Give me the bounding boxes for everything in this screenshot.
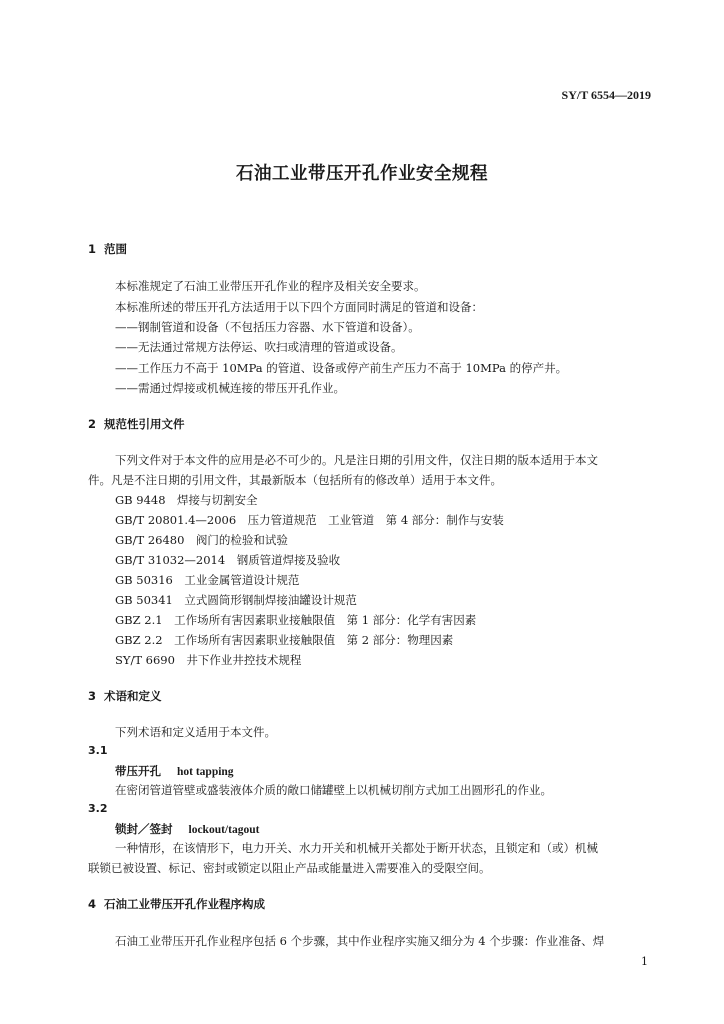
section-number: 2: [88, 417, 97, 431]
list-item: ——无法通过常规方法停运、吹扫或清理的管道或设备。: [115, 340, 403, 354]
reference-item: GB 50316 工业金属管道设计规范: [115, 573, 300, 587]
section-number: 3: [88, 689, 97, 703]
section-title: 术语和定义: [104, 689, 162, 703]
term-number: 3.2: [88, 802, 108, 815]
list-item: ——工作压力不高于 10MPa 的管道、设备或停产前生产压力不高于 10MPa 的停产井。: [115, 361, 568, 375]
term-entry: [115, 763, 234, 779]
term-definition: 联锁已被设置、标记、密封或锁定以阻止产品或能量进入需要准入的受限空间。: [88, 861, 491, 875]
section-heading: [88, 416, 185, 432]
term-chinese: 带压开孔: [115, 764, 161, 778]
reference-item: GBZ 2.1 工作场所有害因素职业接触限值 第 1 部分：化学有害因素: [115, 613, 477, 627]
term-english: lockout/tagout: [188, 824, 260, 836]
reference-item: GB/T 20801.4—2006 压力管道规范 工业管道 第 4 部分：制作与安装: [115, 513, 504, 527]
paragraph-line: 本标准所述的带压开孔方法适用于以下四个方面同时满足的管道和设备：: [115, 300, 483, 314]
reference-item: GBZ 2.2 工作场所有害因素职业接触限值 第 2 部分：物理因素: [115, 633, 454, 647]
section-title: 石油工业带压开孔作业程序构成: [104, 897, 265, 911]
paragraph-line: 件。凡是不注日期的引用文件，其最新版本（包括所有的修改单）适用于本文件。: [88, 473, 502, 487]
reference-item: GB 50341 立式圆筒形钢制焊接油罐设计规范: [115, 593, 357, 607]
reference-item: SY/T 6690 井下作业井控技术规程: [115, 653, 302, 667]
section-title: 规范性引用文件: [104, 417, 185, 431]
term-number: 3.1: [88, 744, 108, 757]
document-title: 石油工业带压开孔作业安全规程: [236, 164, 488, 184]
page-number: 1: [641, 955, 648, 968]
term-english: hot tapping: [177, 766, 234, 778]
section-number: 4: [88, 897, 97, 911]
term-entry: [115, 821, 259, 837]
paragraph-line: 下列术语和定义适用于本文件。: [115, 725, 276, 739]
term-definition: 在密闭管道管壁或盛装液体介质的敞口储罐壁上以机械切削方式加工出圆形孔的作业。: [115, 783, 552, 797]
reference-item: GB/T 26480 阀门的检验和试验: [115, 533, 288, 547]
paragraph-line: 本标准规定了石油工业带压开孔作业的程序及相关安全要求。: [115, 279, 426, 293]
section-heading: [88, 896, 265, 912]
section-title: 范围: [104, 242, 127, 256]
reference-item: GB/T 31032—2014 钢质管道焊接及验收: [115, 553, 341, 567]
list-item: ——钢制管道和设备（不包括压力容器、水下管道和设备）。: [115, 320, 420, 334]
paragraph-line: 石油工业带压开孔作业程序包括 6 个步骤，其中作业程序实施又细分为 4 个步骤：作业准备、焊: [115, 934, 605, 948]
paragraph-line: 下列文件对于本文件的应用是必不可少的。凡是注日期的引用文件，仅注日期的版本适用于本文: [115, 453, 598, 467]
standard-code: SY/T 6554—2019: [561, 88, 651, 102]
term-definition: 一种情形，在该情形下，电力开关、水力开关和机械开关都处于断开状态，且锁定和（或）机械: [115, 841, 598, 855]
term-chinese: 锁封／签封: [115, 822, 173, 836]
section-heading: [88, 241, 127, 257]
section-number: 1: [88, 242, 97, 256]
reference-item: GB 9448 焊接与切割安全: [115, 493, 258, 507]
section-heading: [88, 688, 162, 704]
list-item: ——需通过焊接或机械连接的带压开孔作业。: [115, 381, 345, 395]
